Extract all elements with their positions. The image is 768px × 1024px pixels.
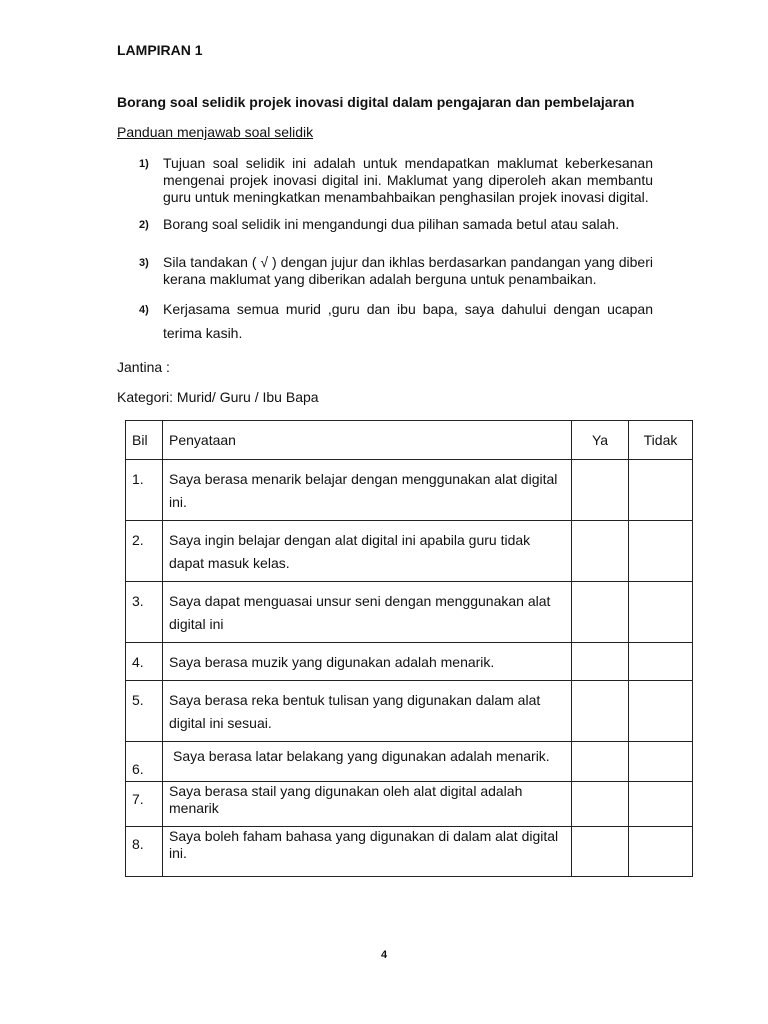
answer-yes-cell[interactable]: [572, 681, 629, 742]
row-statement-cell: Saya berasa reka bentuk tulisan yang digunakan dalam alat digital ini sesuai.: [163, 681, 572, 742]
answer-no-cell[interactable]: [629, 582, 693, 643]
row-number-cell: 5.: [126, 681, 163, 742]
instruction-item: [139, 216, 653, 236]
instruction-item: [139, 300, 653, 346]
table-row: [126, 742, 693, 782]
answer-yes-cell[interactable]: [572, 582, 629, 643]
answer-no-cell[interactable]: [629, 681, 693, 742]
row-statement-cell: Saya ingin belajar dengan alat digital ini apabila guru tidak dapat masuk kelas.: [163, 521, 572, 582]
table-row: [126, 782, 693, 827]
table-row: [126, 827, 693, 877]
row-statement-cell: Saya berasa muzik yang digunakan adalah menarik.: [163, 643, 572, 681]
instruction-number: 3): [139, 257, 149, 269]
row-number-cell: 4.: [126, 643, 163, 681]
instruction-number: 2): [139, 219, 149, 231]
answer-no-cell[interactable]: [629, 782, 693, 827]
answer-yes-cell[interactable]: [572, 742, 629, 782]
instruction-text: Sila tandakan ( √ ) dengan jujur dan ikhlas berdasarkan pandangan yang diberi kerana maklumat yang diberikan adalah berguna untuk penambaikan.: [163, 254, 653, 287]
row-statement-cell: Saya berasa menarik belajar dengan menggunakan alat digital ini.: [163, 460, 572, 521]
appendix-label: LAMPIRAN 1: [117, 42, 203, 58]
answer-no-cell[interactable]: [629, 643, 693, 681]
answer-yes-cell[interactable]: [572, 782, 629, 827]
row-number-cell: 6.: [126, 742, 163, 782]
row-number-cell: 3.: [126, 582, 163, 643]
answer-yes-cell[interactable]: [572, 460, 629, 521]
table-row: [126, 582, 693, 643]
header-bil: Bil: [126, 421, 163, 460]
instruction-item: [139, 254, 653, 290]
answer-yes-cell[interactable]: [572, 521, 629, 582]
instruction-text: Tujuan soal selidik ini adalah untuk mendapatkan maklumat keberkesanan mengenai projek inovasi digital ini. Maklumat yang diperoleh akan membantu guru untuk meningkatkan menambahbaikan penghasilan projek inovasi digital.: [163, 155, 653, 205]
header-no: Tidak: [629, 421, 693, 460]
gender-label: Jantina :: [117, 359, 170, 375]
row-number-cell: 2.: [126, 521, 163, 582]
answer-yes-cell[interactable]: [572, 643, 629, 681]
survey-table: [125, 420, 693, 877]
header-statement: Penyataan: [163, 421, 572, 460]
answer-no-cell[interactable]: [629, 460, 693, 521]
answer-yes-cell[interactable]: [572, 827, 629, 877]
page-number: 4: [380, 949, 388, 961]
row-number-cell: 8.: [126, 827, 163, 877]
instruction-text: Borang soal selidik ini mengandungi dua pilihan samada betul atau salah.: [163, 216, 620, 232]
answer-no-cell[interactable]: [629, 521, 693, 582]
row-statement-cell: Saya berasa stail yang digunakan oleh alat digital adalah menarik: [163, 782, 572, 827]
instruction-number: 4): [139, 304, 149, 316]
header-yes: Ya: [572, 421, 629, 460]
document-title: Borang soal selidik projek inovasi digital dalam pengajaran dan pembelajaran: [117, 94, 635, 110]
table-row: [126, 460, 693, 521]
guide-heading: Panduan menjawab soal selidik: [117, 124, 314, 140]
row-statement-cell: Saya berasa latar belakang yang digunakan adalah menarik.: [163, 742, 572, 782]
table-row: [126, 521, 693, 582]
instruction-text: Kerjasama semua murid ,guru dan ibu bapa, saya dahului dengan ucapan terima kasih.: [163, 301, 653, 341]
row-number-cell: 7.: [126, 782, 163, 827]
row-number-cell: 1.: [126, 460, 163, 521]
answer-no-cell[interactable]: [629, 827, 693, 877]
table-row: [126, 681, 693, 742]
instruction-number: 1): [139, 158, 149, 170]
table-header-row: [126, 421, 693, 460]
table-row: [126, 643, 693, 681]
category-label: Kategori: Murid/ Guru / Ibu Bapa: [117, 389, 319, 405]
instruction-item: [139, 155, 653, 207]
row-statement-cell: Saya boleh faham bahasa yang digunakan di dalam alat digital ini.: [163, 827, 572, 877]
answer-no-cell[interactable]: [629, 742, 693, 782]
row-statement-cell: Saya dapat menguasai unsur seni dengan menggunakan alat digital ini: [163, 582, 572, 643]
